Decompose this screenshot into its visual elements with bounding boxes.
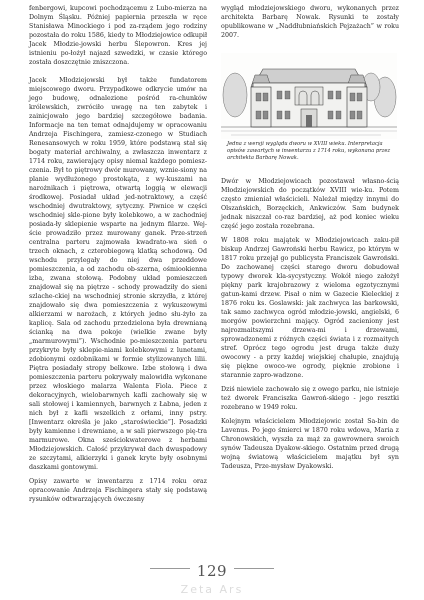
paragraph: W 1808 roku majątek w Młodziejowicach zaku-pił biskup Andrzej Gawroński herbu Rawicz, po którym w 1817 roku przejął go publicysta Franciszek Gawroński. Do zachowanej części starego dworu dobudował typowy dworek kla-sycystyczny. Wokół niego założył piękny park krajobrazowy z wieloma egzotycznymi gatun-kami drzew. Pisał o nim w Gazecie Kieleckiej z 1876 roku ks. Goslawski: jak zachwyca las barkowski, tak samo zachwyca ogród młodzie-jowski, angielski, 6 morgów powierzchni mający. Ogród zacieniony jest najrozmaitszymi drzewa-mi i drzewami, sprowadzonemi z różnych części świata i z rozmaitych stref. Oprócz tego ogrodu jest druga także duży owocowy - a przy każdej wiejskiej chałupie, znajdują się piękne owoco-we ogrody, pięknie zrobione i starannie zapro-wadzone. <box>221 237 399 379</box>
paragraph: Dziś niewiele zachowało się z owego parku, nie istnieje też dworek Franciszka Gawroń-skiego - jego resztki rozebrano w 1949 roku. <box>221 386 399 411</box>
manor-house-drawing <box>221 53 397 139</box>
left-column <box>29 4 207 504</box>
paragraph: Opisy zawarte w inwentarzu z 1714 roku oraz opracowanie Andrzeja Fischingera stały się podstawą rysunków odtwarzających ówczesny <box>29 478 207 503</box>
ornament-line <box>234 568 274 569</box>
page-footer <box>0 556 424 600</box>
paragraph: fenbergowi, kupcowi pochodzącemu z Lubo-mierza na Dolnym Śląsku. Później papiernia przeszła w ręce Stanisława Minockiego i pod za-rządem jego rodziny pozostała do roku 1586, kiedy to Młodziejowice odkupił Jacek Młodzie-jowski herbu Ślepowron. Kres jej istnieniu po-łożył najazd szwedzki, w czasie którego została doszczętnie zniszczona. <box>29 5 207 66</box>
paragraph: Dwór w Młodziejowicach pozostawał własno-ścią Młodziejowskich do początków XVIII wie-ku. Potem często zmieniał właścicieli. Należał między innymi do Olszańskich, Borzęckich, Ankwiczów. Sam budynek jednak niszczał co-raz bardziej, aż pod koniec wieku część jego została rozebrana. <box>221 178 399 230</box>
paragraph: Kolejnym właścicielem Młodziejowic został Sa-bin de Lavenus. Po jego śmierci w 1870 roku wdowa, Maria z Chronowskich, wyszła za mąż za gawrownera swoich synów Tadeusza Dyakow-skiego. Ostatnim przed drugą wojną światową właścicielem majątku był syn Tadeusza, Prze-mysław Dyakowski. <box>221 418 399 470</box>
right-column <box>221 4 399 471</box>
page-number: 129 <box>196 562 228 580</box>
manor-drawing-figure <box>221 53 397 171</box>
paragraph: Jacek Młodziejowski był także fundatorem miejscowego dworu. Przypadkowe odkrycie umów na jego budowę, odnalezione pośród ra-chunków królewskich, zwróciło uwagę na ten zabytek i zainicjowało jego bardziej szczegółowe badania. Informacje na ten temat odnajdujemy w opracowaniu Andrzeja Fischingera, zamiesz-czonego w Studiach Renesansowych w roku 1959, które podstawą stał się bogaty materiał archiwalny, a zwłaszcza inwentarz z 1714 roku, zawierający opisy niemal każdego pomiesz-czenia. Był to piętrowy dwór murowany, wznie-siony na planie wydłużonego prostokąta, z wy-kuszami na narożnikach i piętrowa, otwartą loggią w elewacji środkowej. Posiadał układ jed-notraktowy, a część wschodniej dwutraktowy, sytyczny. Piwnice w części wschodniej skle-pione były kolebkowo, a w zachodniej posiada-ły sklepienie wsparte na jednym filarze. Wej-ście prowadziło przez murowany ganek. Prze-strzeń centralna parteru zajmowała kwadrato-wa sień o trzech oknach, z czterobiegową klatką schodową. Od wschodu przylegały do niej dwa przeddowe pomieszczenia, a od zachodu ob-szerna, ośmiookienna izba, zwana stołową. Podobny układ pomieszczeń znajdował się na piętrze - schody prowadziły do sieni szlache-ckiej na wschodniej stronie skrzydła, z której znajdowało się dwa pomieszczenia z wykuszowymi alkierzami w narożach, z których jedno słu-żyło za kaplicę. Sala od zachodu przedzielona była drewnianą ścianką na dwa pokoje (wielkie zwane były „marmurowymi”). Wschodnie po-mieszczenia parteru przykryte były sklepie-niami kolebkowymi z lunetami, zdobionymi ozdobnikami w formie stylizowanych lilii. Piętra posiadały stropy belkowe. Izbe stołową i dwa pomieszczenia parteru pokrywały malowidła wykonane przez włoskiego malarza Walenta Fiola. Piece z dekoracyjnych, wielobarwnych kafli zachowały się w sali stołowej i kamiennych, barwnych z Łabna, jeden z nich był z kafli wszelkich z orłami, inny pstry. [Inwentarz określa je jako „staroświeckie”]. Posadzki były kamienne i drewniane, a w sali pierwszego pię-tra marmurowe. Okna sześciokwaterowe z herbami Młodziejowskich. Całość przykrywał dach dwuspadowy ze szczytami, alkierzyki i ganek kryte były osobnymi daszkami gontowymi. <box>29 77 207 471</box>
paragraph: wygląd młodziejowskiego dworu, wykonanych przez architekta Barbarę Nowak. Rysunki te zostały opublikowane w „Naddłubniańskich Pejzażach” w roku 2007. <box>221 5 399 39</box>
watermark: Zeta Ars <box>180 583 244 596</box>
figure-caption: Jedna z wersji wyglądu dworu w XVIII wieku. Interpretacja opisów zawartych w inwentarzu z 1714 roku, wykonana przez architekta Barbarę Nowak. <box>227 141 391 161</box>
